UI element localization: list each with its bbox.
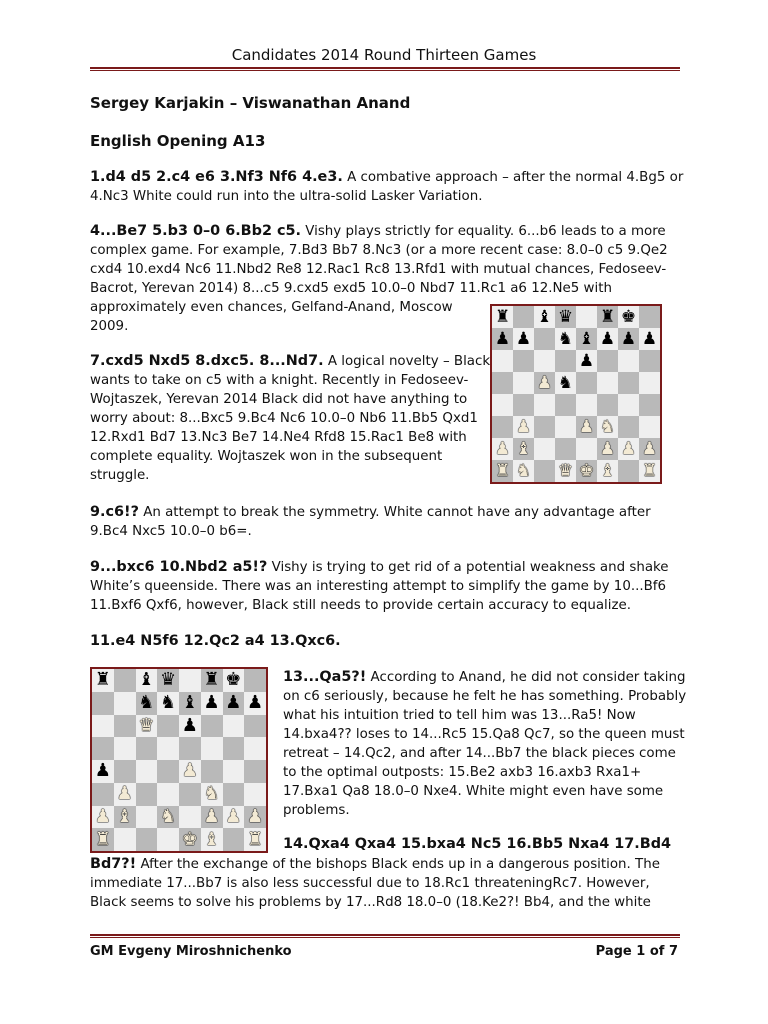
board-square xyxy=(157,715,179,738)
board-square xyxy=(492,438,513,460)
board-square xyxy=(136,737,158,760)
board-square xyxy=(157,737,179,760)
annotation-line: on c6 seriously, because he felt he has something. Probably xyxy=(283,689,687,704)
board-square xyxy=(492,306,513,328)
annotation-line: White’s queenside. There was an interesting attempt to simplify the game by 10...Bf6 xyxy=(90,579,667,594)
footer-rule xyxy=(90,934,680,936)
annotation-text: Vishy is trying to get rid of a potential weakness and shake xyxy=(267,560,669,575)
board-square xyxy=(618,350,639,372)
black-king-piece: ♚ xyxy=(225,669,242,691)
white-knight-piece: ♞ xyxy=(599,416,616,437)
black-knight-piece: ♞ xyxy=(138,692,155,714)
board-square xyxy=(492,416,513,438)
board-square xyxy=(223,783,245,806)
move-text: Bd7?! xyxy=(90,856,137,872)
annotation-line: what his intuition tried to tell him was 13...Ra5! Now xyxy=(283,708,636,723)
board-square xyxy=(534,328,555,350)
board-square xyxy=(157,669,179,692)
board-square xyxy=(492,372,513,394)
board-square xyxy=(157,828,179,851)
board-square xyxy=(201,715,223,738)
board-square xyxy=(513,394,534,416)
move-text: 9.c6!? xyxy=(90,504,139,520)
annotation-line xyxy=(90,503,651,522)
board-square xyxy=(492,350,513,372)
board-square xyxy=(136,692,158,715)
game-players: Sergey Karjakin – Viswanathan Anand xyxy=(90,94,411,112)
board-square xyxy=(618,438,639,460)
board-square xyxy=(244,828,266,851)
black-knight-piece: ♞ xyxy=(557,328,574,349)
board-square xyxy=(114,760,136,783)
black-rook-piece: ♜ xyxy=(203,669,220,691)
board-square xyxy=(92,760,114,783)
board-square xyxy=(534,460,555,482)
board-square xyxy=(555,394,576,416)
board-square xyxy=(492,394,513,416)
black-pawn-piece: ♟ xyxy=(247,692,264,714)
chess-diagram-after-move-8 xyxy=(490,304,662,484)
board-square xyxy=(114,692,136,715)
opening-name: English Opening A13 xyxy=(90,132,266,150)
black-pawn-piece: ♟ xyxy=(494,328,511,349)
white-knight-piece: ♞ xyxy=(515,460,532,481)
board-square xyxy=(597,372,618,394)
board-square xyxy=(114,828,136,851)
board-square xyxy=(576,372,597,394)
annotation-text: According to Anand, he did not consider taking xyxy=(366,670,686,685)
board-square xyxy=(534,394,555,416)
board-square xyxy=(114,737,136,760)
white-pawn-piece: ♟ xyxy=(536,372,553,393)
board-square xyxy=(618,372,639,394)
board-square xyxy=(244,715,266,738)
black-pawn-piece: ♟ xyxy=(225,692,242,714)
board-square xyxy=(597,438,618,460)
board-square xyxy=(179,828,201,851)
annotation-line: struggle. xyxy=(90,468,150,483)
board-square xyxy=(136,806,158,829)
annotation-line: 17.Bxa1 Qa8 18.0–0 Nxe4. White might even have some xyxy=(283,784,664,799)
black-pawn-piece: ♟ xyxy=(181,714,198,736)
board-square xyxy=(157,806,179,829)
board-square xyxy=(513,306,534,328)
board-square xyxy=(201,692,223,715)
board-square xyxy=(244,760,266,783)
board-square xyxy=(555,350,576,372)
board-square xyxy=(639,350,660,372)
board-square xyxy=(136,715,158,738)
board-square xyxy=(201,737,223,760)
board-square xyxy=(92,715,114,738)
board-square xyxy=(555,416,576,438)
board-square xyxy=(201,806,223,829)
board-square xyxy=(179,737,201,760)
annotation-line: retreat – 14.Qc2, and after 14...Bb7 the black pieces come xyxy=(283,746,676,761)
board-square xyxy=(179,783,201,806)
board-square xyxy=(639,372,660,394)
white-knight-piece: ♞ xyxy=(203,783,220,805)
board-square xyxy=(244,737,266,760)
board-square xyxy=(597,394,618,416)
board-square xyxy=(639,328,660,350)
annotation-line xyxy=(90,558,669,577)
board-square xyxy=(179,669,201,692)
annotation-line: 9.Bc4 Nxc5 10.0–0 b6=. xyxy=(90,524,252,539)
board-square xyxy=(576,350,597,372)
board-square xyxy=(639,460,660,482)
board-square xyxy=(513,438,534,460)
white-rook-piece: ♜ xyxy=(94,828,111,850)
black-pawn-piece: ♟ xyxy=(641,328,658,349)
black-pawn-piece: ♟ xyxy=(578,350,595,371)
move-text: 7.cxd5 Nxd5 8.dxc5. 8...Nd7. xyxy=(90,353,324,369)
move-text: 9...bxc6 10.Nbd2 a5!? xyxy=(90,559,268,575)
board-square xyxy=(179,692,201,715)
board-square xyxy=(534,350,555,372)
black-king-piece: ♚ xyxy=(620,306,637,327)
board-square xyxy=(92,783,114,806)
annotation-line xyxy=(90,352,490,371)
move-text: 4...Be7 5.b3 0–0 6.Bb2 c5. xyxy=(90,223,301,239)
board-square xyxy=(244,669,266,692)
board-square xyxy=(513,372,534,394)
board-square xyxy=(576,306,597,328)
board-square xyxy=(92,737,114,760)
board-square xyxy=(179,715,201,738)
board-square xyxy=(244,783,266,806)
black-bishop-piece: ♝ xyxy=(578,328,595,349)
annotation-line: 2009. xyxy=(90,319,129,334)
annotation-line xyxy=(90,168,683,187)
board-square xyxy=(136,783,158,806)
board-square xyxy=(576,460,597,482)
footer-author: GM Evgeny Miroshnichenko xyxy=(90,944,292,959)
white-pawn-piece: ♟ xyxy=(620,438,637,459)
footer-page-number: Page 1 of 7 xyxy=(595,944,678,959)
black-bishop-piece: ♝ xyxy=(536,306,553,327)
board-square xyxy=(179,806,201,829)
board-square xyxy=(555,328,576,350)
white-bishop-piece: ♝ xyxy=(599,460,616,481)
black-pawn-piece: ♟ xyxy=(203,692,220,714)
board-square xyxy=(201,669,223,692)
board-square xyxy=(576,394,597,416)
annotation-text: A logical novelty – Black xyxy=(323,354,491,369)
board-square xyxy=(201,760,223,783)
black-queen-piece: ♛ xyxy=(557,306,574,327)
board-square xyxy=(597,416,618,438)
board-square xyxy=(157,783,179,806)
board-square xyxy=(223,692,245,715)
annotation-line: complete equality. Wojtaszek won in the subsequent xyxy=(90,449,443,464)
header-rule-thin xyxy=(90,70,680,71)
black-rook-piece: ♜ xyxy=(94,669,111,691)
board-square xyxy=(639,306,660,328)
board-square xyxy=(597,460,618,482)
board-square xyxy=(223,806,245,829)
board-square xyxy=(201,828,223,851)
board-square xyxy=(639,438,660,460)
black-pawn-piece: ♟ xyxy=(515,328,532,349)
board-square xyxy=(136,828,158,851)
black-rook-piece: ♜ xyxy=(599,306,616,327)
white-pawn-piece: ♟ xyxy=(578,416,595,437)
annotation-line xyxy=(90,855,660,874)
white-pawn-piece: ♟ xyxy=(641,438,658,459)
annotation-line: 4.Nc3 White could run into the ultra-solid Lasker Variation. xyxy=(90,189,483,204)
board-square xyxy=(157,760,179,783)
black-queen-piece: ♛ xyxy=(160,669,177,691)
board-square xyxy=(179,760,201,783)
header-rule xyxy=(90,67,680,69)
board-square xyxy=(513,328,534,350)
black-pawn-piece: ♟ xyxy=(599,328,616,349)
board-square xyxy=(223,828,245,851)
black-pawn-piece: ♟ xyxy=(620,328,637,349)
annotation-line xyxy=(283,668,685,687)
annotation-text: Vishy plays strictly for equality. 6...b6 leads to a more xyxy=(300,224,666,239)
annotation-line: complex game. For example, 7.Bd3 Bb7 8.Nc3 (or a more recent case: 8.0–0 c5 9.Qe2 xyxy=(90,243,668,258)
chess-diagram-after-move-13 xyxy=(90,667,268,853)
board-square xyxy=(534,306,555,328)
board-square xyxy=(597,350,618,372)
black-rook-piece: ♜ xyxy=(494,306,511,327)
white-pawn-piece: ♟ xyxy=(203,805,220,827)
move-text: 14.Qxa4 Qxa4 15.bxa4 Nc5 16.Bb5 Nxa4 17.Bd4 xyxy=(283,836,672,852)
board-square xyxy=(92,692,114,715)
footer-rule-thin xyxy=(90,937,680,938)
white-pawn-piece: ♟ xyxy=(94,805,111,827)
board-square xyxy=(114,669,136,692)
black-knight-piece: ♞ xyxy=(160,692,177,714)
board-square xyxy=(618,416,639,438)
board-square xyxy=(223,737,245,760)
board-square xyxy=(639,394,660,416)
board-square xyxy=(555,438,576,460)
annotation-line: wants to take on c5 with a knight. Recently in Fedoseev- xyxy=(90,373,469,388)
board-square xyxy=(618,460,639,482)
board-square xyxy=(534,416,555,438)
board-square xyxy=(534,372,555,394)
white-pawn-piece: ♟ xyxy=(494,438,511,459)
black-bishop-piece: ♝ xyxy=(138,669,155,691)
white-rook-piece: ♜ xyxy=(641,460,658,481)
board-square xyxy=(513,350,534,372)
board-square xyxy=(114,715,136,738)
white-pawn-piece: ♟ xyxy=(225,805,242,827)
white-queen-piece: ♛ xyxy=(138,714,155,736)
board-square xyxy=(534,438,555,460)
board-square xyxy=(201,783,223,806)
annotation-line: Black seems to solve his problems by 17...Rd8 18.0–0 (18.Ke2?! Bb4, and the white xyxy=(90,895,651,910)
board-square xyxy=(136,760,158,783)
annotation-line: problems. xyxy=(283,803,350,818)
annotation-line: Wojtaszek, Yerevan 2014 Black did not have anything to xyxy=(90,392,468,407)
board-square xyxy=(114,806,136,829)
board-square xyxy=(492,460,513,482)
board-square xyxy=(618,328,639,350)
board-square xyxy=(576,328,597,350)
annotation-line: cxd4 10.exd4 Nc6 11.Nbd2 Re8 12.Rac1 Rc8 13.Rfd1 with mutual chances, Fedoseev- xyxy=(90,262,667,277)
black-knight-piece: ♞ xyxy=(557,372,574,393)
board-square xyxy=(114,783,136,806)
board-square xyxy=(576,438,597,460)
annotation-line: 14.bxa4?? loses to 14...Rc5 15.Qa8 Qc7, so the queen must xyxy=(283,727,685,742)
board-square xyxy=(223,669,245,692)
white-pawn-piece: ♟ xyxy=(599,438,616,459)
board-square xyxy=(136,669,158,692)
white-king-piece: ♚ xyxy=(181,828,198,850)
board-square xyxy=(618,306,639,328)
board-square xyxy=(555,372,576,394)
board-square xyxy=(555,460,576,482)
white-pawn-piece: ♟ xyxy=(116,783,133,805)
board-square xyxy=(597,306,618,328)
board-square xyxy=(223,715,245,738)
white-pawn-piece: ♟ xyxy=(247,805,264,827)
board-square xyxy=(555,306,576,328)
page-header-title: Candidates 2014 Round Thirteen Games xyxy=(231,46,537,64)
move-text: 13...Qa5?! xyxy=(283,669,367,685)
board-square xyxy=(618,394,639,416)
move-text: 1.d4 d5 2.c4 e6 3.Nf3 Nf6 4.e3. xyxy=(90,169,343,185)
board-square xyxy=(639,416,660,438)
board-square xyxy=(244,692,266,715)
black-bishop-piece: ♝ xyxy=(181,692,198,714)
board-square xyxy=(244,806,266,829)
annotation-line: worry about: 8...Bxc5 9.Bc4 Nc6 10.0–0 Nb6 11.Bb5 Qxd1 xyxy=(90,411,478,426)
annotation-line: to the optimal outposts: 15.Be2 axb3 16.axb3 Rxa1+ xyxy=(283,765,642,780)
white-bishop-piece: ♝ xyxy=(203,828,220,850)
annotation-line: 12.Rxd1 Bd7 13.Nc3 Be7 14.Ne4 Rfd8 15.Rac1 Be8 with xyxy=(90,430,467,445)
move-text: 11.e4 N5f6 12.Qc2 a4 13.Qxc6. xyxy=(90,633,341,649)
board-square xyxy=(576,416,597,438)
board-square xyxy=(513,460,534,482)
black-pawn-piece: ♟ xyxy=(94,760,111,782)
white-bishop-piece: ♝ xyxy=(515,438,532,459)
annotation-text: After the exchange of the bishops Black ends up in a dangerous position. The xyxy=(136,857,660,872)
board-square xyxy=(157,692,179,715)
annotation-line: Bacrot, Yerevan 2014) 8...c5 9.cxd5 exd5 10.0–0 Nbd7 11.Rc1 a6 12.Ne5 with xyxy=(90,281,612,296)
board-square xyxy=(92,806,114,829)
board-square xyxy=(92,669,114,692)
white-pawn-piece: ♟ xyxy=(515,416,532,437)
board-square xyxy=(597,328,618,350)
white-pawn-piece: ♟ xyxy=(181,760,198,782)
board-square xyxy=(223,760,245,783)
annotation-text: An attempt to break the symmetry. White cannot have any advantage after xyxy=(138,505,651,520)
annotation-line: immediate 17...Bb7 is also less successful due to 18.Rc1 threateningRc7. However, xyxy=(90,876,650,891)
board-square xyxy=(92,828,114,851)
annotation-text: A combative approach – after the normal 4.Bg5 or xyxy=(342,170,684,185)
annotation-line: 11.Bxf6 Qxf6, however, Black still needs to provide certain accuracy to equalize. xyxy=(90,598,632,613)
board-square xyxy=(513,416,534,438)
annotation-line xyxy=(90,222,666,241)
white-queen-piece: ♛ xyxy=(557,460,574,481)
annotation-line: approximately even chances, Gelfand-Anand, Moscow xyxy=(90,300,453,315)
white-king-piece: ♚ xyxy=(578,460,595,481)
white-rook-piece: ♜ xyxy=(494,460,511,481)
board-square xyxy=(492,328,513,350)
white-bishop-piece: ♝ xyxy=(116,805,133,827)
white-rook-piece: ♜ xyxy=(247,828,264,850)
white-knight-piece: ♞ xyxy=(160,805,177,827)
